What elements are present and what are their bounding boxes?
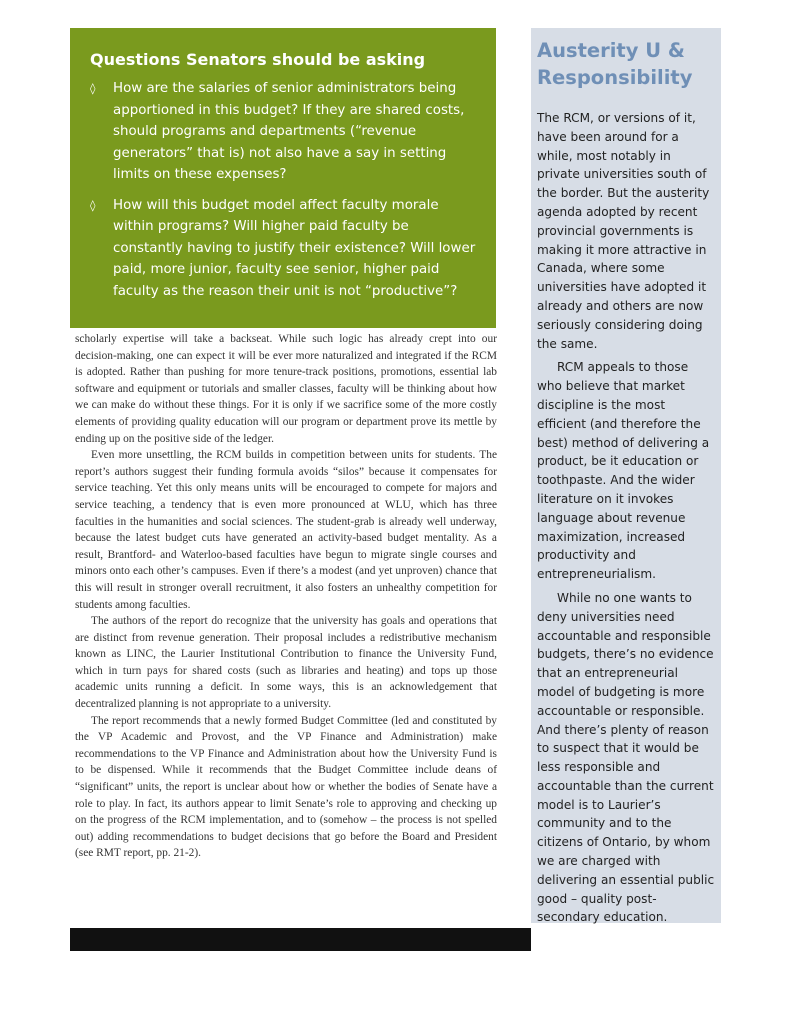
questions-list	[90, 78, 476, 302]
question-item	[90, 78, 476, 186]
sidebar-paragraph: While no one wants to deny universities need accountable and responsible budgets, there’s no evidence that an entrepreneurial model of budgeting is more accountable or responsible. And there’s plenty of reason to suspect that it would be less responsible and accountable than the current model is to Laurier’s community and to the citizens of Ontario, by whom we are charged with delivering an essential public good – quality post-secondary education.	[537, 590, 715, 925]
article-paragraph: The report recommends that a newly formed Budget Committee (led and constituted by the VP Academic and Provost, and the VP Finance and Administration) make recommendations to the VP Finance and Administration about how the University Fund is to be dispensed. While it recommends that the Budget Committee include deans of “significant” units, the report is unclear about how or whether the bodies of Senate have a role to play. In fact, its authors appear to limit Senate’s role to approving and checking up on the progress of the RCM implementation, and to (somehow – the process is not spelled out) adding recommendations to budget decisions that go before the Board and President (see RMT report, pp. 21-2).	[75, 714, 497, 860]
sidebar-box	[531, 28, 721, 923]
question-item	[90, 195, 476, 303]
diamond-bullet-icon: ◊	[90, 198, 96, 212]
main-article-text	[75, 331, 497, 862]
question-text: How are the salaries of senior administrators being apportioned in this budget? If they are shared costs, should programs and departments (“revenue generators” that is) not also have a say in setting limits on these expenses?	[113, 81, 465, 182]
article-paragraph: Even more unsettling, the RCM builds in competition between units for students. The report’s authors suggest their funding formula avoids “silos” because it compensates for service teaching. Yet this only means units will be encouraged to compete for majors and service teaching, a tendency that is even more pronounced at WLU, which has three faculties in the humanities and social sciences. The student-grab is already well underway, because the latest budget cuts have generated an activity-based budget mentality. As a result, Brantford- and Waterloo-based faculties have begun to migrate single courses and minors onto each other’s campuses. Even if there’s a modest (and yet unproven) chance that this will result in stronger overall recruitment, it also fosters an unhealthy competition for students among faculties.	[75, 449, 497, 611]
article-paragraph: scholarly expertise will take a backseat. While such logic has already crept into our decision-making, one can expect it will be ever more naturalized and integrated if the RCM is adopted. Rather than pushing for more tenure-track positions, promotions, essential lab software and equipment or tutorials and smaller classes, faculty will be thinking about how we can make do without these things. For it is only if we sacrifice some of the more costly elements of providing quality education will our program or department prove its mettle by ending up on the positive side of the ledger.	[75, 333, 497, 445]
diamond-bullet-icon: ◊	[90, 82, 96, 95]
sidebar-paragraph: RCM appeals to those who believe that market discipline is the most efficient (and therefore the best) method of delivering a product, be it education or toothpaste. And the wider literature on it invokes language about revenue maximization, increased productivity and entrepreneurialism.	[537, 360, 710, 582]
article-paragraph: The authors of the report do recognize that the university has goals and operations that are distinct from revenue generation. Their proposal includes a redistributive mechanism known as LINC, the Laurier Institutional Contribution to finance the University Fund, which in turn pays for shared costs (such as libraries and heating) and tops up those academic units running a deficit. In some ways, this is an acknowledgement that decentralized planning is not appropriate to a university.	[75, 615, 497, 711]
footer-bar	[70, 928, 531, 951]
sidebar-paragraph: The RCM, or versions of it, have been around for a while, most notably in private universities south of the border. But the austerity agenda adopted by recent provincial governments is making it more attractive in Canada, where some universities have adopted it already and others are now seriously considering doing the same.	[537, 111, 710, 351]
questions-box-title: Questions Senators should be asking	[90, 50, 426, 69]
sidebar-title: Austerity U & Responsibility	[537, 39, 693, 89]
questions-box	[70, 28, 496, 328]
question-text: How will this budget model affect faculty morale within programs? Will higher paid faculty be constantly having to justify their existence? Will lower paid, more junior, faculty see senior, higher paid faculty as the reason their unit is not “productive”?	[113, 197, 476, 299]
